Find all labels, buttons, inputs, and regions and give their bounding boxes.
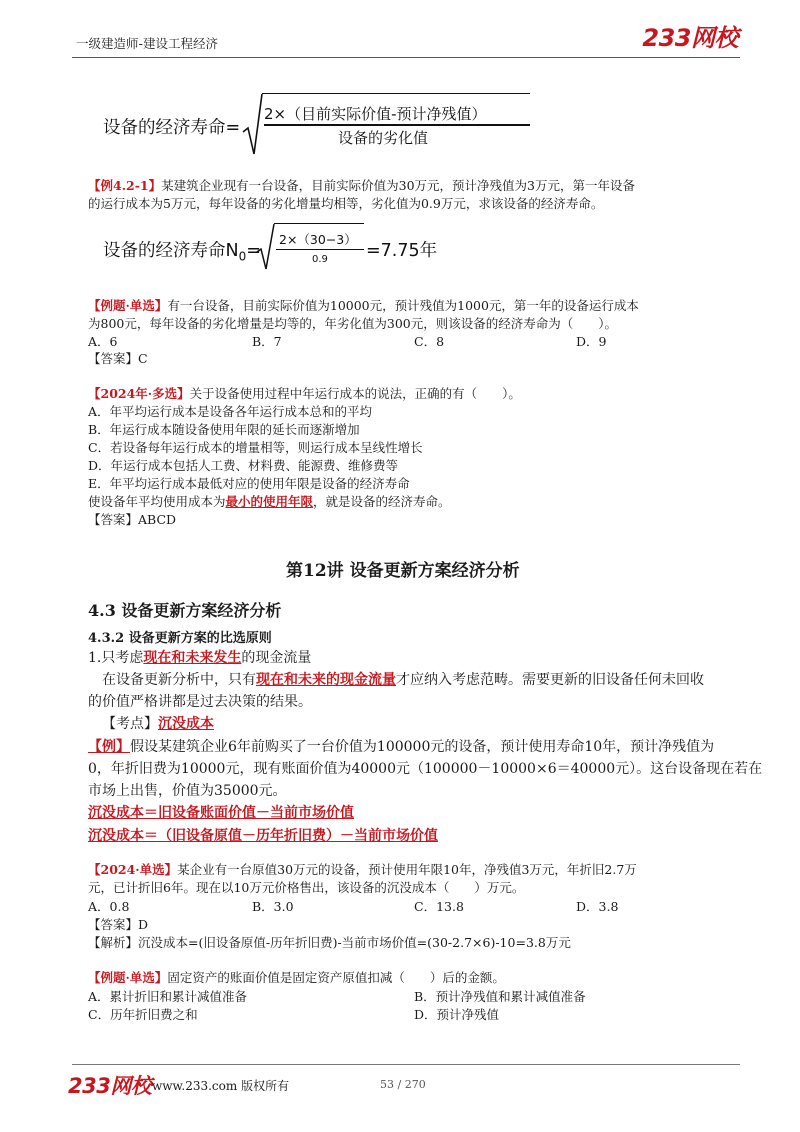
paragraph-line2: 的价值严格讲都是过去决策的结果。 <box>88 694 312 710</box>
header-divider <box>72 57 740 58</box>
question4-option-c: C．历年折旧费之和 <box>88 1007 198 1022</box>
question4-option-d: D．预计净残值 <box>414 1007 500 1022</box>
footer-logo[interactable]: 233网校 <box>68 1074 152 1098</box>
question3-line2: 元，已计折旧6年。现在以10万元价格售出，该设备的沉没成本（ ）万元。 <box>88 880 525 895</box>
formula1-numerator: 2×（目前实际价值-预计净残值） <box>264 105 487 123</box>
subsection-heading: 4.3.2 设备更新方案的比选原则 <box>88 631 272 646</box>
question1-option-d: D．9 <box>576 334 607 349</box>
question2-option-a: A．年平均运行成本是设备各年运行成本总和的平均 <box>88 404 373 419</box>
question2-option-d: D．年运行成本包括人工费、材料费、能源费、维修费等 <box>88 458 399 473</box>
sunk-cost-formula-1: 沉没成本＝旧设备账面价值－当前市场价值 <box>88 805 354 821</box>
section-heading: 4.3 设备更新方案经济分析 <box>88 601 282 620</box>
formula1-lhs: 设备的经济寿命= <box>103 118 241 138</box>
page-number: 53 / 270 <box>380 1078 426 1091</box>
formula1-denominator: 设备的劣化值 <box>338 129 429 147</box>
example2-line3: 市场上出售，价值为35000元。 <box>88 783 287 799</box>
principle-1: 1.只考虑现在和未来发生的现金流量 <box>88 650 312 666</box>
question3-answer: 【答案】D <box>88 917 149 932</box>
lecture-title: 第12讲 设备更新方案经济分析 <box>286 561 520 581</box>
question1-option-a: A．6 <box>88 334 118 349</box>
example2-line2: 0，年折旧费为10000元，现有账面价值为40000元（100000－10000×6＝40000元）。这台设备现在若在 <box>88 761 763 777</box>
question1-line1: 【例题·单选】有一台设备，目前实际价值为10000元，预计残值为1000元，第一年的设备运行成本 <box>88 298 639 313</box>
question1-option-c: C．8 <box>414 334 445 349</box>
question3-line1: 【2024·单选】某企业有一台原值30万元的设备，预计使用年限10年，净残值3万元，年折旧2.7万 <box>88 862 637 877</box>
brand-logo[interactable]: 233网校 <box>642 24 738 52</box>
question3-option-b: B．3.0 <box>252 899 294 914</box>
formula2-denominator: 0.9 <box>312 254 328 265</box>
question4-option-b: B．预计净残值和累计减值准备 <box>414 989 586 1004</box>
fraction-line <box>264 124 530 126</box>
formula2-numerator: 2×（30−3） <box>279 232 357 247</box>
question1-line2: 为800元，每年设备的劣化增量是均等的，年劣化值为300元，则该设备的经济寿命为（ ）。 <box>88 316 617 331</box>
question1-answer: 【答案】C <box>88 351 148 366</box>
footer-copyright[interactable]: www.233.com 版权所有 <box>152 1079 290 1093</box>
question2-option-c: C．若设备每年运行成本的增量相等，则运行成本呈线性增长 <box>88 440 423 455</box>
fraction-line-2 <box>276 249 364 250</box>
sqrt-sign-icon-2 <box>256 222 276 272</box>
question4-option-a: A．累计折旧和累计减值准备 <box>88 989 248 1004</box>
example-4-2-1-line1: 【例4.2-1】某建筑企业现有一台设备，目前实际价值为30万元，预计净残值为3万元，第一年设备 <box>88 178 636 193</box>
sqrt-bar-2 <box>274 223 364 224</box>
question3-option-d: D．3.8 <box>576 899 619 914</box>
paragraph-line1: 在设备更新分析中，只有现在和未来的现金流量才应纳入考虑范畴。需要更新的旧设备任何未回收 <box>102 672 704 688</box>
example2-line1: 【例】假设某建筑企业6年前购买了一台价值为100000元的设备，预计使用寿命10年，预计净残值为 <box>88 739 715 755</box>
key-point: 【考点】沉没成本 <box>102 716 214 732</box>
question3-option-a: A．0.8 <box>88 899 130 914</box>
question3-option-c: C．13.8 <box>414 899 464 914</box>
document-title: 一级建造师-建设工程经济 <box>76 36 219 51</box>
footer-divider <box>72 1064 740 1065</box>
question1-option-b: B．7 <box>252 334 282 349</box>
question4-stem: 【例题·单选】固定资产的账面价值是固定资产原值扣减（ ）后的金额。 <box>88 970 505 985</box>
formula2-result: =7.75年 <box>366 241 438 261</box>
question2-stem: 【2024年·多选】关于设备使用过程中年运行成本的说法，正确的有（ ）。 <box>88 386 521 401</box>
question3-analysis: 【解析】沉没成本=(旧设备原值-历年折旧费)-当前市场价值=(30-2.7×6)-10=3.8万元 <box>88 935 571 950</box>
formula2-lhs: 设备的经济寿命$N_0=$ <box>103 241 261 264</box>
sqrt-bar <box>262 93 530 94</box>
question2-note: 使设备年平均使用成本为最小的使用年限，就是设备的经济寿命。 <box>88 494 451 509</box>
question2-option-e: E．年平均运行成本最低对应的使用年限是设备的经济寿命 <box>88 476 410 491</box>
question2-option-b: B．年运行成本随设备使用年限的延长而逐渐增加 <box>88 422 360 437</box>
sunk-cost-formula-2: 沉没成本＝（旧设备原值－历年折旧费）－当前市场价值 <box>88 828 438 844</box>
sqrt-sign-icon <box>242 92 264 158</box>
question2-answer: 【答案】ABCD <box>88 512 177 527</box>
example-4-2-1-line2: 的运行成本为5万元，每年设备的劣化增量均相等，劣化值为0.9万元，求该设备的经济寿命。 <box>88 196 604 211</box>
